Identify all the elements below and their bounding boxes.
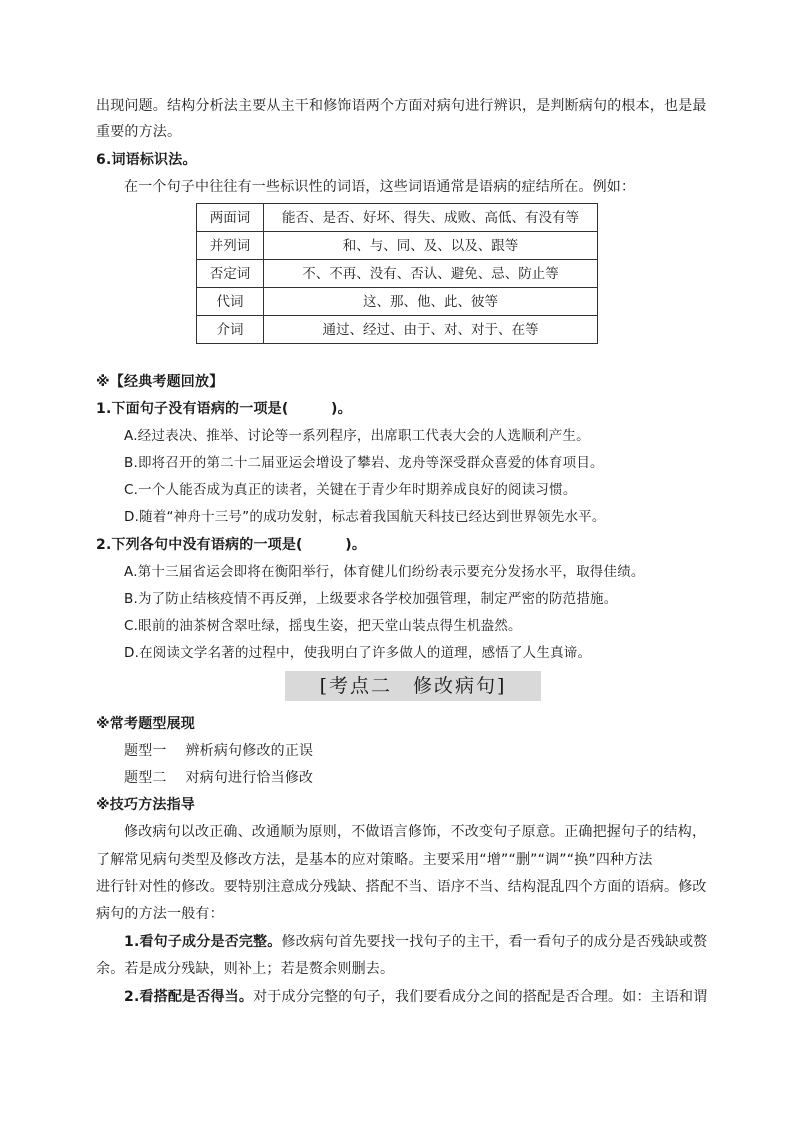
word-examples-cell: 和、与、同、及、以及、跟等 — [264, 232, 598, 260]
word-examples-cell: 能否、是否、好坏、得失、成败、高低、有没有等 — [264, 204, 598, 232]
intro-line-1: 出现问题。结构分析法主要从主干和修饰语两个方面对病句进行辨识，是判断病句的根本，也是最 — [96, 98, 707, 114]
question-2-option-d: D.在阅读文学名著的过程中，使我明白了许多做人的道理，感悟了人生真谛。 — [124, 645, 592, 661]
method-2-line-1 — [124, 987, 707, 1007]
table-row — [197, 288, 598, 316]
method-2-heading: 2.看搭配是否得当。 — [124, 989, 254, 1005]
word-examples-cell: 这、那、他、此、彼等 — [264, 288, 598, 316]
method-1-line-1 — [124, 932, 707, 952]
method-6-heading: 6.词语标识法。 — [96, 152, 197, 168]
question-2-option-c: C.眼前的油茶树含翠吐绿，摇曳生姿，把天堂山装点得生机盎然。 — [124, 618, 522, 634]
word-type-cell: 介词 — [197, 316, 264, 344]
question-type-1: 题型一 辨析病句修改的正误 — [124, 743, 314, 759]
question-1-stem: 1.下面句子没有语病的一项是( )。 — [96, 401, 352, 417]
word-examples-cell: 不、不再、没有、否认、避免、忌、防止等 — [264, 260, 598, 288]
review-section-title: ※【经典考题回放】 — [96, 374, 224, 390]
tips-paragraph-line-3: 进行针对性的修改。要特别注意成分残缺、搭配不当、语序不当、结构混乱四个方面的语病。修改 — [96, 879, 707, 895]
section-banner: [考点二 修改病句] — [285, 671, 541, 701]
tips-paragraph-line-4: 病句的方法一般有： — [96, 906, 224, 922]
method-2-text: 对于成分完整的句子，我们要看成分之间的搭配是否合理。如：主语和谓 — [253, 989, 708, 1005]
word-examples-cell: 通过、经过、由于、对、对于、在等 — [264, 316, 598, 344]
method-6-description: 在一个句子中往往有一些标识性的词语，这些词语通常是语病的症结所在。例如： — [124, 179, 636, 195]
word-type-cell: 代词 — [197, 288, 264, 316]
method-1-heading: 1.看句子成分是否完整。 — [124, 934, 282, 950]
tips-paragraph-line-1: 修改病句以改正确、改通顺为原则，不做语言修饰，不改变句子原意。正确把握句子的结构， — [124, 824, 707, 840]
method-1-line-2: 余。若是成分残缺，则补上；若是赘余则删去。 — [96, 961, 395, 977]
tips-paragraph-line-2: 了解常见病句类型及修改方法，是基本的应对策略。主要采用“增”“删”“调”“换”四种方法 — [96, 852, 653, 868]
table-row — [197, 316, 598, 344]
question-1-option-d: D.随着“神舟十三号”的成功发射，标志着我国航天科技已经达到世界领先水平。 — [124, 509, 606, 525]
word-type-cell: 两面词 — [197, 204, 264, 232]
common-types-title: ※常考题型展现 — [96, 716, 196, 732]
table-row — [197, 232, 598, 260]
method-1-text: 修改病句首先要找一找句子的主干，看一看句子的成分是否残缺或赘 — [281, 934, 708, 950]
intro-line-2: 重要的方法。 — [96, 124, 182, 140]
tips-title: ※技巧方法指导 — [96, 797, 196, 813]
question-2-option-b: B.为了防止结核疫情不再反弹，上级要求各学校加强管理，制定严密的防范措施。 — [124, 591, 618, 607]
table-row — [197, 204, 598, 232]
word-type-cell: 并列词 — [197, 232, 264, 260]
question-2-stem: 2.下列各句中没有语病的一项是( )。 — [96, 537, 367, 553]
question-1-option-a: A.经过表决、推举、讨论等一系列程序，出席职工代表大会的人选顺利产生。 — [124, 428, 590, 444]
word-type-cell: 否定词 — [197, 260, 264, 288]
question-1-option-b: B.即将召开的第二十二届亚运会增设了攀岩、龙舟等深受群众喜爱的体育项目。 — [124, 455, 604, 471]
question-1-option-c: C.一个人能否成为真正的读者，关键在于青少年时期养成良好的阅读习惯。 — [124, 482, 577, 498]
question-type-2: 题型二 对病句进行恰当修改 — [124, 770, 314, 786]
table-row — [197, 260, 598, 288]
marker-words-table — [196, 203, 598, 344]
question-2-option-a: A.第十三届省运会即将在衡阳举行，体育健儿们纷纷表示要充分发扬水平，取得佳绩。 — [124, 564, 645, 580]
